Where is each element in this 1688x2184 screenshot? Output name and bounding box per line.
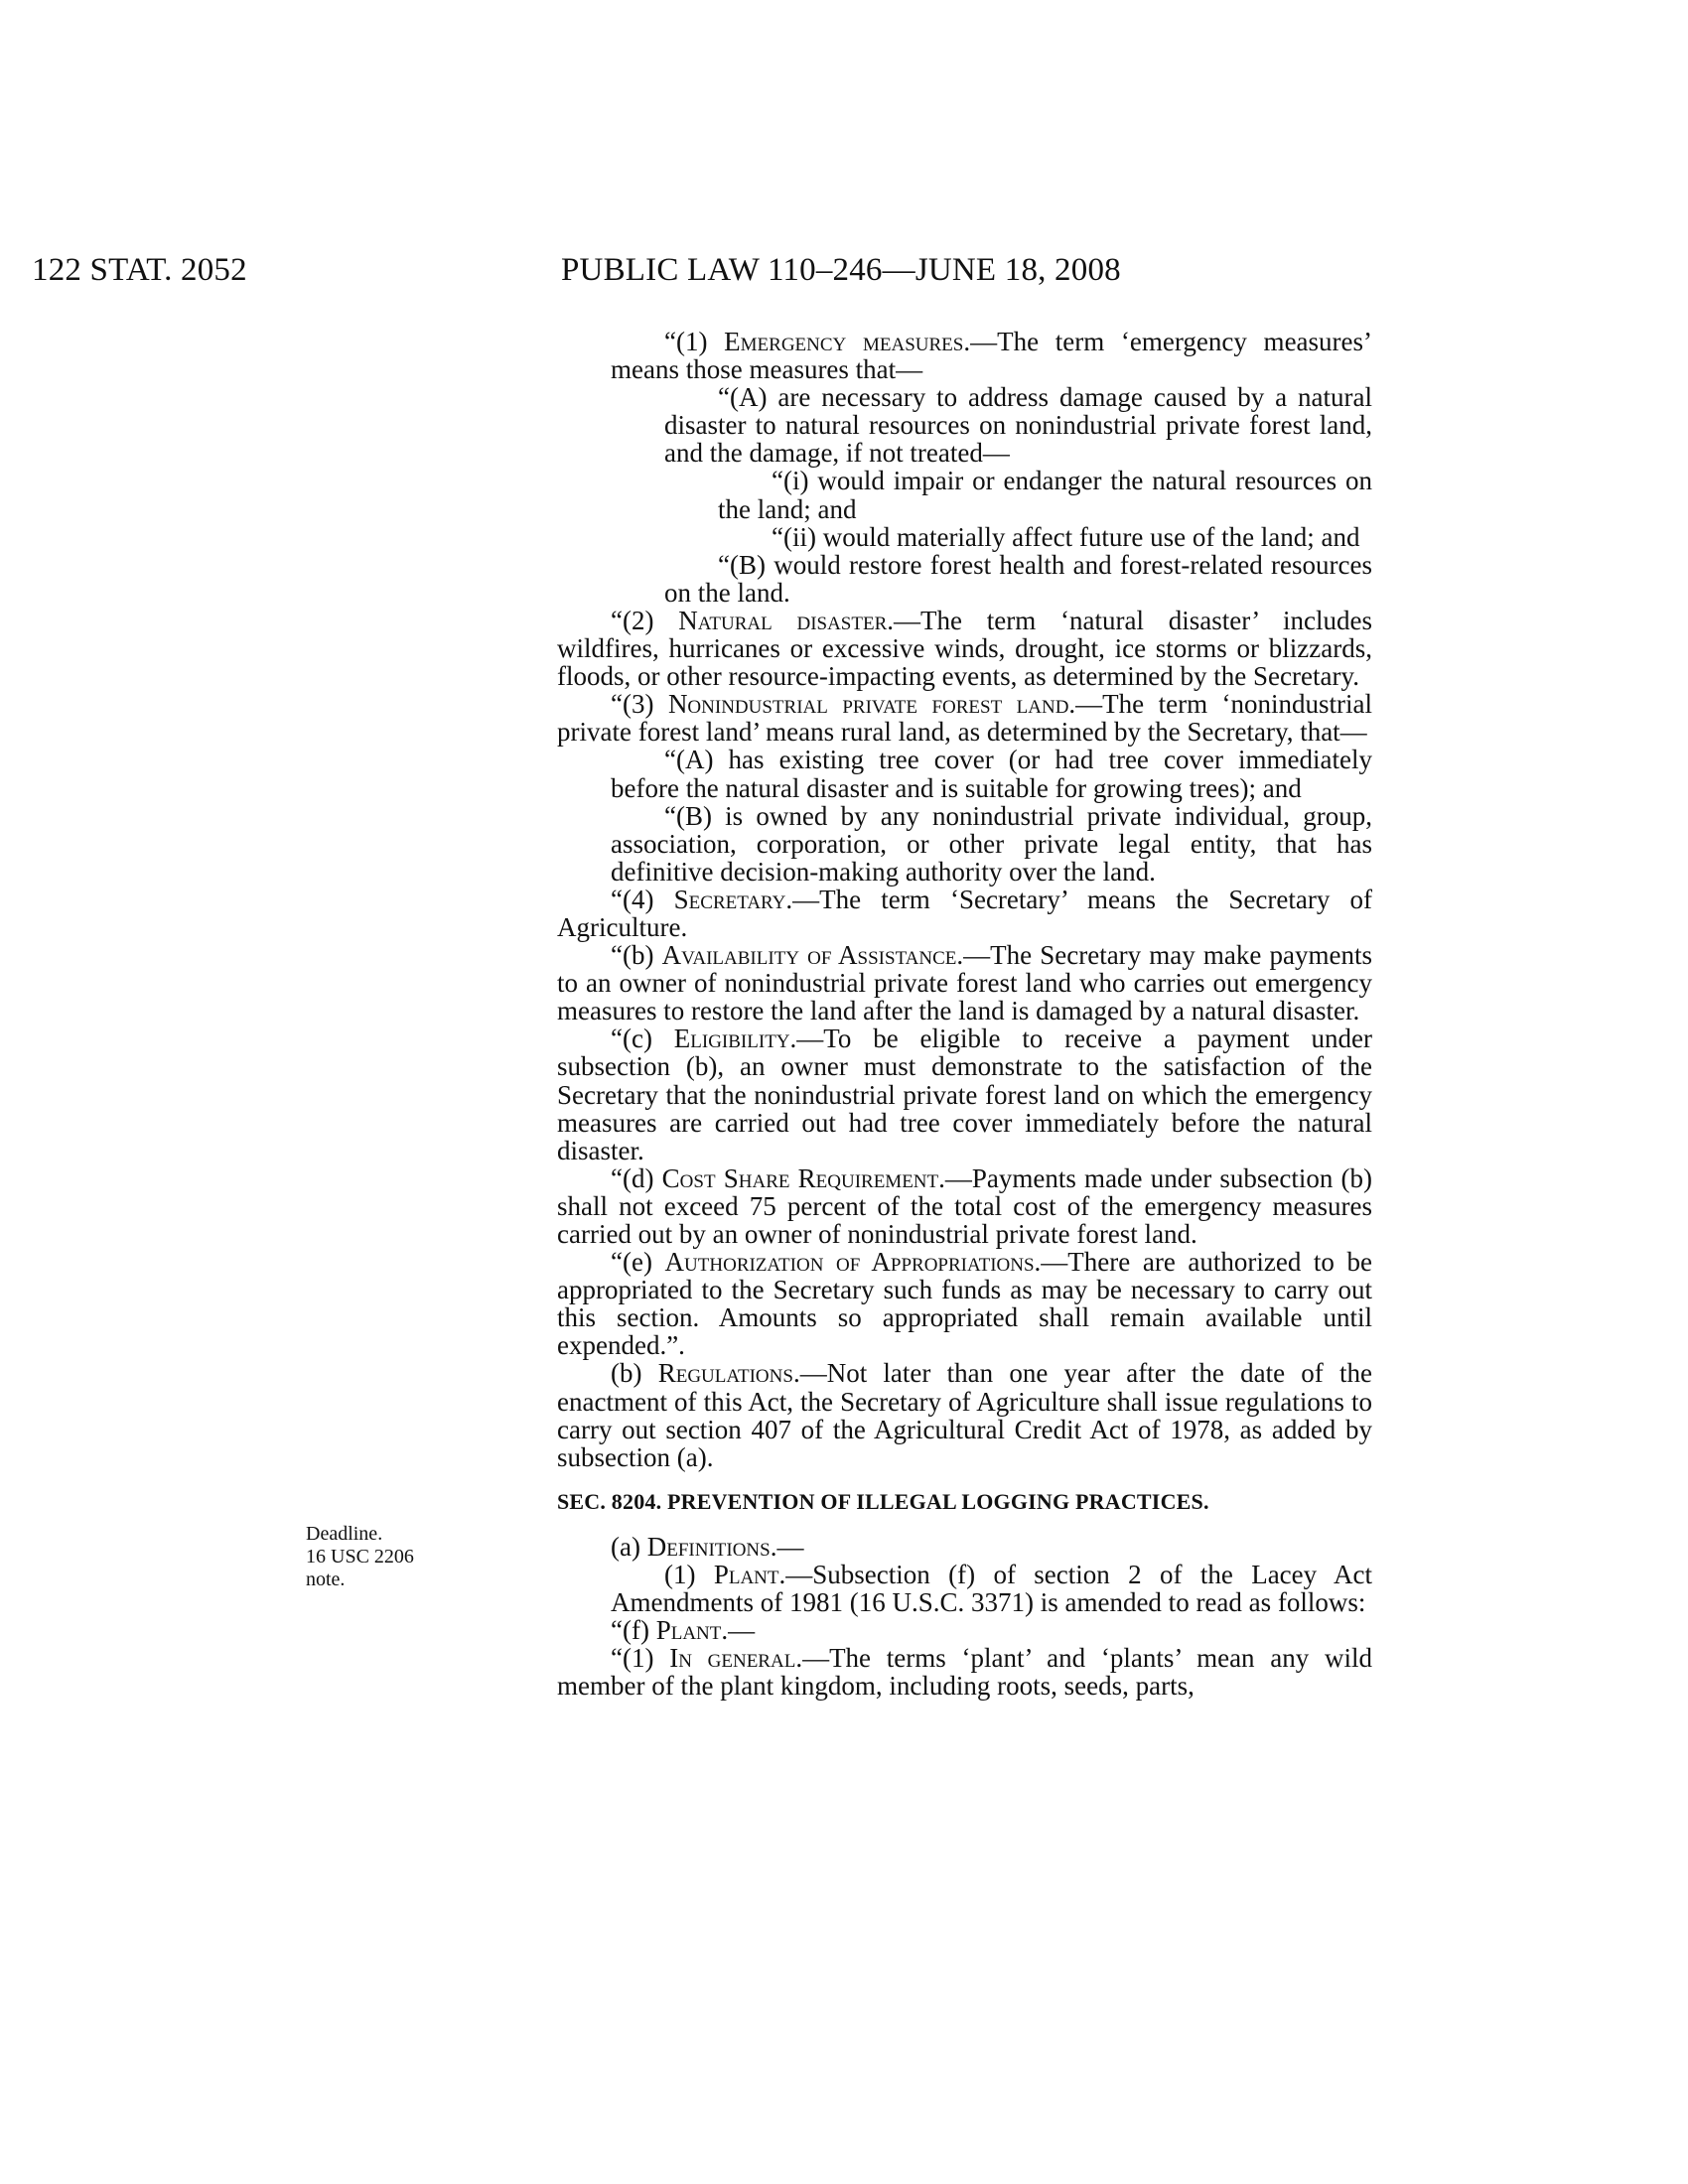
para-prefix: (1)	[664, 1560, 714, 1590]
para-nonindustrial-land	[557, 690, 1372, 746]
para-caption: Plant	[713, 1560, 779, 1590]
para-definitions	[557, 1533, 1372, 1561]
para-text: .—The term ‘nonindustrial private forest land’ means rural land, as determined by the Secretary, that—	[557, 689, 1373, 748]
section-heading: SEC. 8204. PREVENTION OF ILLEGAL LOGGING PRACTICES.	[557, 1488, 1209, 1514]
para-caption: Availability of Assistance	[661, 940, 957, 971]
para-cost-share	[557, 1164, 1372, 1248]
para-text: .—The term ‘emergency measures’ means those measures that—	[611, 327, 1373, 385]
para-1a-ii: “(ii) would materially affect future use of the land; and	[772, 521, 1360, 552]
para-1a-i: “(i) would impair or endanger the natural resources on the land; and	[718, 466, 1372, 524]
para-availability	[557, 941, 1372, 1024]
margin-note-note: note.	[306, 1569, 346, 1590]
para-1b: “(B) would restore forest health and forest-related resources on the land.	[664, 549, 1372, 608]
margin-note	[306, 1523, 445, 1591]
para-prefix: “(d)	[611, 1162, 662, 1193]
para-text: .—The term ‘Secretary’ means the Secretary of Agriculture.	[557, 884, 1372, 942]
para-prefix: (b)	[611, 1358, 658, 1389]
para-emergency-measures	[557, 328, 1372, 383]
para-caption: In general	[669, 1643, 796, 1674]
para-authorization	[557, 1248, 1372, 1359]
para-prefix: “(b)	[611, 940, 662, 971]
para-prefix: “(3)	[611, 689, 668, 720]
para-text: .—Not later than one year after the date of the enactment of this Act, the Secretary of Agriculture shall issue regulations to carry out section 407 of the Agricultural Credit Act of 1978, as added by subsection (a).	[557, 1358, 1373, 1472]
para-text: .—Payments made under subsection (b) shall not exceed 75 percent of the total cost of the emergency measures carried out by an owner of nonindustrial private forest land.	[557, 1162, 1373, 1249]
para-text: .—	[721, 1615, 756, 1646]
para-in-general	[557, 1644, 1372, 1700]
para-prefix: “(e)	[611, 1247, 665, 1278]
para-prefix: “(1)	[664, 327, 725, 356]
para-caption: Cost Share Requirement	[661, 1162, 939, 1193]
para-text: .—The terms ‘plant’ and ‘plants’ mean any wild member of the plant kingdom, including roots, seeds, parts,	[557, 1643, 1373, 1702]
para-text: .—	[770, 1531, 804, 1562]
para-prefix: “(4)	[611, 884, 674, 914]
para-caption: Definitions	[646, 1531, 771, 1562]
para-plant	[557, 1561, 1372, 1616]
para-caption: Eligibility	[673, 1024, 790, 1054]
para-f-plant	[557, 1616, 1372, 1644]
para-prefix: “(c)	[611, 1024, 674, 1054]
para-caption: Regulations	[657, 1358, 793, 1389]
para-caption: Emergency measures	[724, 327, 964, 356]
para-text: .—The Secretary may make payments to an owner of nonindustrial private forest land who carries out emergency measures to restore the land after the land is damaged by a natural disaster.	[557, 940, 1372, 1026]
margin-note-deadline: Deadline.	[306, 1523, 383, 1545]
para-text: .—The term ‘natural disaster’ includes wildfires, hurricanes or excessive winds, drought, ice storms or blizzards, floods, or other resource-impacting events, as determined by the Secretary.	[557, 605, 1372, 692]
para-1a: “(A) are necessary to address damage caused by a natural disaster to natural resources on nonindustrial private forest land, and the damage, if not treated—	[664, 382, 1372, 469]
body-text	[557, 328, 1372, 1701]
para-caption: Nonindustrial private forest land	[667, 689, 1069, 720]
para-prefix: “(2)	[611, 605, 679, 635]
para-prefix: “(f)	[611, 1615, 656, 1646]
page-number: 122 STAT. 2052	[32, 252, 247, 288]
para-3b: “(B) is owned by any nonindustrial private individual, group, association, corporation, or other private legal entity, that has definitive decision-making authority over the land.	[611, 800, 1372, 887]
para-secretary	[557, 886, 1372, 941]
para-3a: “(A) has existing tree cover (or had tree cover immediately before the natural disaster and is suitable for growing trees); and	[611, 745, 1372, 803]
para-caption: Natural disaster	[678, 605, 888, 635]
para-eligibility	[557, 1024, 1372, 1163]
para-regulations	[557, 1359, 1372, 1470]
para-caption: Plant	[655, 1615, 722, 1646]
para-text: .—To be eligible to receive a payment under subsection (b), an owner must demonstrate to the satisfaction of the Secretary that the nonindustrial private forest land on which the emergency measures are carried out had tree cover immediately before the natural disaster.	[557, 1024, 1372, 1165]
para-natural-disaster	[557, 607, 1372, 690]
margin-note-usc: 16 USC 2206	[306, 1546, 414, 1568]
running-head: PUBLIC LAW 110–246—JUNE 18, 2008	[561, 252, 1121, 288]
para-prefix: (a)	[611, 1531, 647, 1562]
para-text: .—Subsection (f) of section 2 of the Lacey Act Amendments of 1981 (16 U.S.C. 3371) is amended to read as follows:	[611, 1560, 1372, 1618]
para-prefix: “(1)	[611, 1643, 670, 1674]
para-caption: Secretary	[673, 884, 786, 914]
para-caption: Authorization of Appropriations	[664, 1247, 1035, 1278]
para-text: .—There are authorized to be appropriated to the Secretary such funds as may be necessary to carry out this section. Amounts so appropriated shall remain available until expended.”.	[557, 1247, 1372, 1361]
